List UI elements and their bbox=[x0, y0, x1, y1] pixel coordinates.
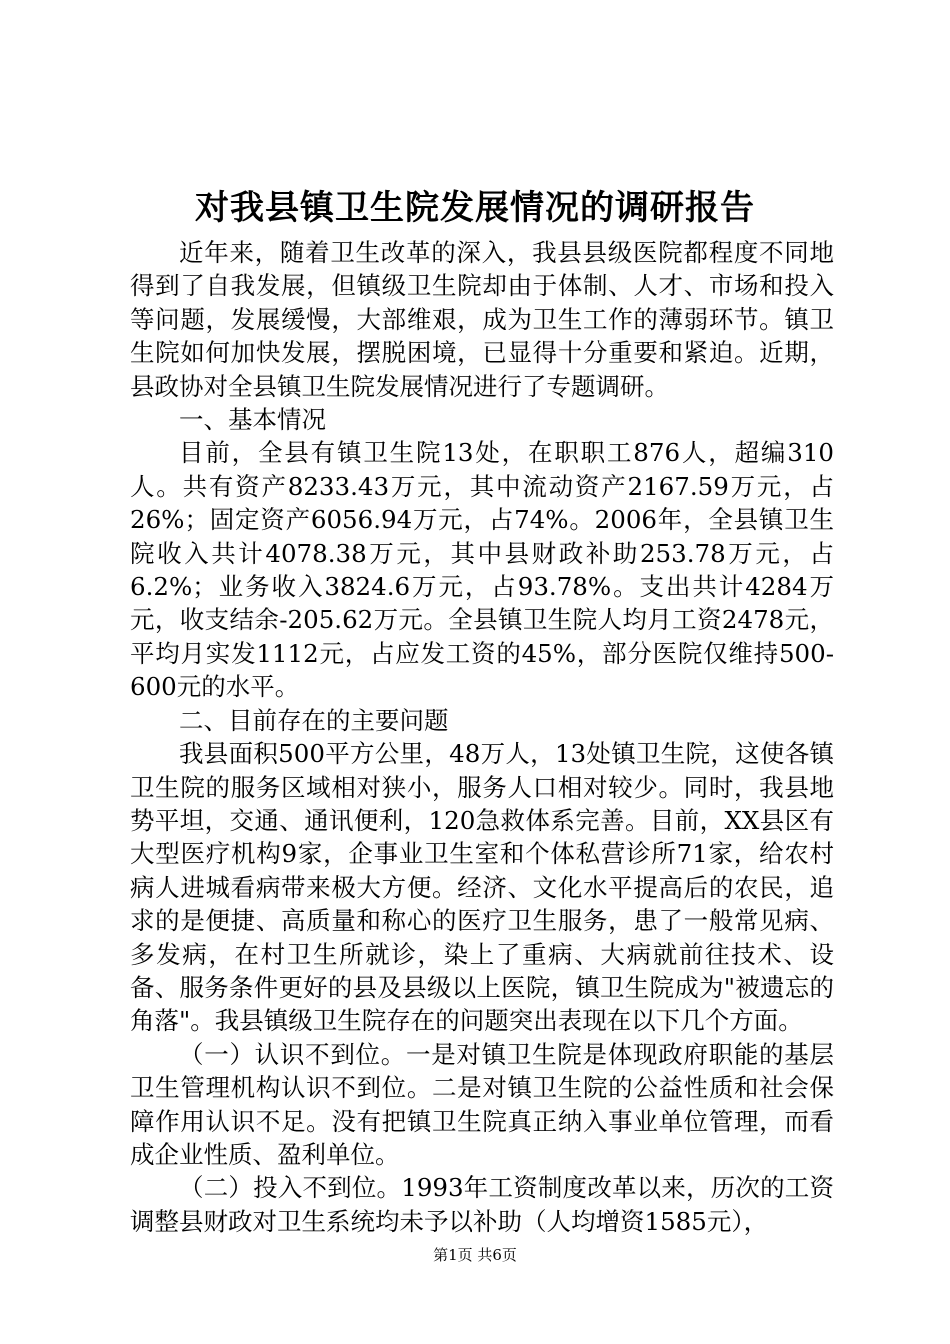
section-heading-basic-situation: 一、基本情况 bbox=[179, 405, 326, 435]
section-heading-main-problems: 二、目前存在的主要问题 bbox=[179, 705, 449, 735]
page-footer: 第1页 共6页 bbox=[433, 1246, 517, 1264]
paragraph-problem-investment: （二）投入不到位。1993年工资制度改革以来，历次的工资调整县财政对卫生系统均未予以补助（人均增资1585元）， bbox=[130, 1173, 834, 1236]
paragraph-intro: 近年来，随着卫生改革的深入，我县县级医院都程度不同地得到了自我发展，但镇级卫生院却由于体制、人才、市场和投入等问题，发展缓慢，大部维艰，成为卫生工作的薄弱环节。镇卫生院如何加快发展，摆脱困境，已显得十分重要和紧迫。近期，县政协对全县镇卫生院发展情况进行了专题调研。 bbox=[130, 238, 834, 401]
document-title: 对我县镇卫生院发展情况的调研报告 bbox=[195, 188, 755, 228]
paragraph-problem-awareness: （一）认识不到位。一是对镇卫生院是体现政府职能的基层卫生管理机构认识不到位。二是对镇卫生院的公益性质和社会保障作用认识不足。没有把镇卫生院真正纳入事业单位管理，而看成企业性质、盈利单位。 bbox=[130, 1039, 834, 1169]
paragraph-main-problems: 我县面积500平方公里，48万人，13处镇卫生院，这使各镇卫生院的服务区域相对狭小，服务人口相对较少。同时，我县地势平坦，交通、通讯便利，120急救体系完善。目前，XX县区有大型医疗机构9家，企事业卫生室和个体私营诊所71家，给农村病人进城看病带来极大方便。经济、文化水平提高后的农民，追求的是便捷、高质量和称心的医疗卫生服务，患了一般常见病、多发病，在村卫生所就诊，染上了重病、大病就前往技术、设备、服务条件更好的县及县级以上医院，镇卫生院成为"被遗忘的角落"。我县镇级卫生院存在的问题突出表现在以下几个方面。 bbox=[130, 739, 834, 1036]
document-body bbox=[130, 236, 834, 1238]
paragraph-basic-situation: 目前，全县有镇卫生院13处，在职职工876人，超编310人。共有资产8233.43万元，其中流动资产2167.59万元，占26%；固定资产6056.94万元，占74%。2006年，全县镇卫生院收入共计4078.38万元，其中县财政补助253.78万元，占6.2%；业务收入3824.6万元，占93.78%。支出共计4284万元，收支结余-205.62万元。全县镇卫生院人均月工资2478元，平均月实发1112元，占应发工资的45%，部分医院仅维持500-600元的水平。 bbox=[130, 438, 834, 702]
